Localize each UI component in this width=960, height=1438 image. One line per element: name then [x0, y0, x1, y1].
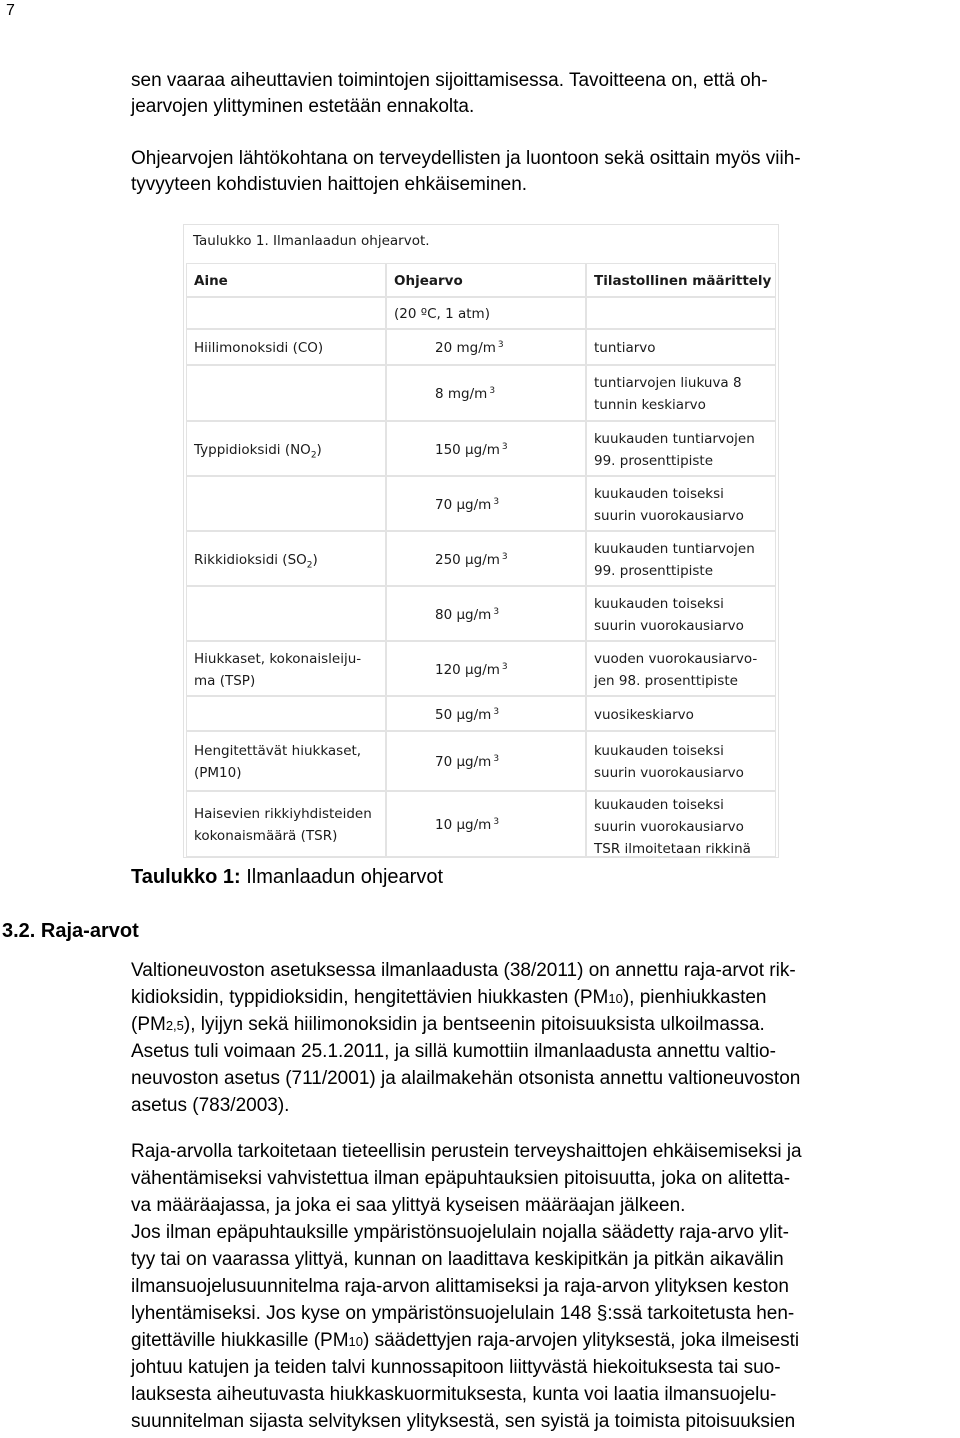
table-cell-definition [586, 791, 776, 857]
header-cell-aine: Aine [186, 263, 386, 297]
paragraph-line: Jos ilman epäpuhtauksille ympäristönsuojelulain nojalla säädetty raja-arvo ylit- [131, 1222, 789, 1243]
value-label: 120 µg/m $^3$ [435, 661, 508, 678]
table-cell-definition [586, 696, 776, 731]
table-cell-substance [186, 791, 386, 857]
paragraph-line: suunnitelman sijasta selvityksen ylityksestä, sen syistä ja toimista pitoisuuksien [131, 1411, 796, 1432]
section-symbol: § [596, 1303, 608, 1324]
intro-line: Ohjearvojen lähtökohtana on terveydellisten ja luontoon sekä osittain myös viih- [131, 148, 801, 169]
table-cell-value [386, 329, 586, 365]
intro-line: tyvyyteen kohdistuvien haittojen ehkäiseminen. [131, 174, 528, 195]
definition-label: kuukauden toiseksi suurin vuorokausiarvo [594, 743, 744, 781]
table-cell-substance [186, 476, 386, 531]
page-number: 7 [6, 2, 15, 19]
table-cell-substance [186, 696, 386, 731]
table-cell-value [386, 791, 586, 857]
caption-label: Taulukko 1: [131, 866, 241, 888]
definition-label: vuosikeskiarvo [594, 707, 694, 723]
value-label: 80 µg/m $^3$ [435, 606, 500, 623]
paragraph-line: Asetus tuli voimaan 25.1.2011, ja sillä kumottiin ilmanlaadusta annettu valtio- [131, 1041, 776, 1062]
value-label: 20 mg/m $^3$ [435, 339, 504, 356]
value-label: 250 µg/m $^3$ [435, 551, 508, 568]
paragraph-line: tyy tai on vaarassa ylittyä, kunnan on laadittava keskipitkän ja pitkän aikavälin [131, 1249, 784, 1270]
substance-label: Hengitettävät hiukkaset, (PM10) [194, 743, 362, 781]
definition-label: kuukauden toiseksi suurin vuorokausiarvo [594, 486, 744, 524]
intro-line: sen vaaraa aiheuttavien toimintojen sijoittamisessa. Tavoitteena on, että oh- [131, 70, 768, 91]
table-cell-value [386, 476, 586, 531]
definition-label: tuntiarvojen liukuva 8 tunnin keskiarvo [594, 375, 742, 413]
paragraph-line: (PM2,5), lyijyn sekä hiilimonoksidin ja bentseenin pitoisuuksista ulkoilmassa. [131, 1014, 765, 1035]
table-caption [131, 866, 443, 889]
table-cell-value [386, 641, 586, 696]
table-cell-definition [586, 731, 776, 791]
table-cell-definition [586, 365, 776, 421]
table-cell-value [386, 586, 586, 641]
definition-label: kuukauden tuntiarvojen 99. prosenttipiste [594, 541, 755, 579]
guideline-table [183, 224, 779, 858]
header-cell-tilastollinen: Tilastollinen määrittely [586, 263, 776, 297]
paragraph-line: Valtioneuvoston asetuksessa ilmanlaadusta (38/2011) on annettu raja-arvot rik- [131, 960, 796, 981]
table-cell-substance [186, 731, 386, 791]
table-cell-substance [186, 329, 386, 365]
value-label: 70 µg/m $^3$ [435, 496, 500, 513]
header-cell-conditions: (20 ºC, 1 atm) [386, 297, 586, 329]
definition-label: kuukauden toiseksi suurin vuorokausiarvo TSR ilmoitetaan rikkinä [594, 797, 751, 857]
table-cell-value [386, 365, 586, 421]
substance-label: Hiukkaset, kokonaisleiju- ma (TSP) [194, 651, 362, 689]
section-heading: 3.2. Raja-arvot [2, 920, 139, 942]
paragraph-line: ilmansuojelusuunnitelma raja-arvon alittamiseksi ja raja-arvon ylityksen keston [131, 1276, 789, 1297]
table-cell-definition [586, 586, 776, 641]
header-cell-empty [586, 297, 776, 329]
table-cell-definition [586, 476, 776, 531]
paragraph-line: asetus (783/2003). [131, 1095, 290, 1116]
paragraph-line: Raja-arvolla tarkoitetaan tieteellisin perustein terveyshaittojen ehkäisemiseksi ja [131, 1141, 802, 1162]
table-cell-definition [586, 531, 776, 586]
substance-label: Hiilimonoksidi (CO) [194, 340, 324, 356]
value-label: 10 µg/m $^3$ [435, 816, 500, 833]
intro-line: jearvojen ylittyminen estetään ennakolta. [131, 96, 475, 117]
definition-label: tuntiarvo [594, 340, 656, 356]
table-cell-value [386, 731, 586, 791]
caption-text: Ilmanlaadun ohjearvot [240, 866, 444, 888]
table-cell-value [386, 696, 586, 731]
header-cell-empty [186, 297, 386, 329]
value-label: 70 µg/m $^3$ [435, 753, 500, 770]
table-cell-substance [186, 641, 386, 696]
paragraph-line: lauksesta aiheutuvasta hiukkaskuormituksesta, kunta voi laatia ilmansuojelu- [131, 1384, 777, 1405]
paragraph-line: vähentämiseksi vahvistettua ilman epäpuhtauksien pitoisuutta, joka on alitetta- [131, 1168, 791, 1189]
paragraph-line: lyhentämiseksi. Jos kyse on ympäristönsuojelulain 148 §:ssä tarkoitetusta hen- [131, 1303, 795, 1324]
value-label: 8 mg/m $^3$ [435, 385, 496, 402]
table-cell-substance [186, 421, 386, 476]
table-cell-substance [186, 531, 386, 586]
value-label: 150 µg/m $^3$ [435, 441, 508, 458]
table-cell-value [386, 531, 586, 586]
definition-label: kuukauden tuntiarvojen 99. prosenttipiste [594, 431, 755, 469]
table-cell-substance [186, 586, 386, 641]
header-cell-ohjearvo: Ohjearvo [386, 263, 586, 297]
paragraph-line: va määräajassa, ja joka ei saa ylittyä kyseisen määräajan jälkeen. [131, 1195, 686, 1216]
definition-label: kuukauden toiseksi suurin vuorokausiarvo [594, 596, 744, 634]
definition-label: vuoden vuorokausiarvo- jen 98. prosenttipiste [594, 651, 758, 689]
substance-label: Haisevien rikkiyhdisteiden kokonaismäärä (TSR) [194, 806, 372, 844]
substance-label: Typpidioksidi $(NO_2)$ [194, 442, 322, 461]
substance-label: Rikkidioksidi $(SO_2)$ [194, 552, 318, 571]
table-cell-substance [186, 365, 386, 421]
table-cell-definition [586, 329, 776, 365]
table-inner-caption: Taulukko 1. Ilmanlaadun ohjearvot. [193, 233, 430, 249]
paragraph-line: johtuu katujen ja teiden talvi kunnossapitoon liittyvästä hiekoituksesta tai suo- [131, 1357, 781, 1378]
paragraph-line: neuvoston asetus (711/2001) ja alailmakehän otsonista annettu valtioneuvoston [131, 1068, 801, 1089]
paragraph-line: gitettäville hiukkasille (PM10) säädettyjen raja-arvojen ylityksestä, joka ilmeisesti [131, 1330, 800, 1351]
paragraph-line: kidioksidin, typpidioksidin, hengitettävien hiukkasten (PM10), pienhiukkasten [131, 987, 767, 1008]
value-label: 50 µg/m $^3$ [435, 706, 500, 723]
table-cell-definition [586, 421, 776, 476]
table-cell-definition [586, 641, 776, 696]
table-cell-value [386, 421, 586, 476]
